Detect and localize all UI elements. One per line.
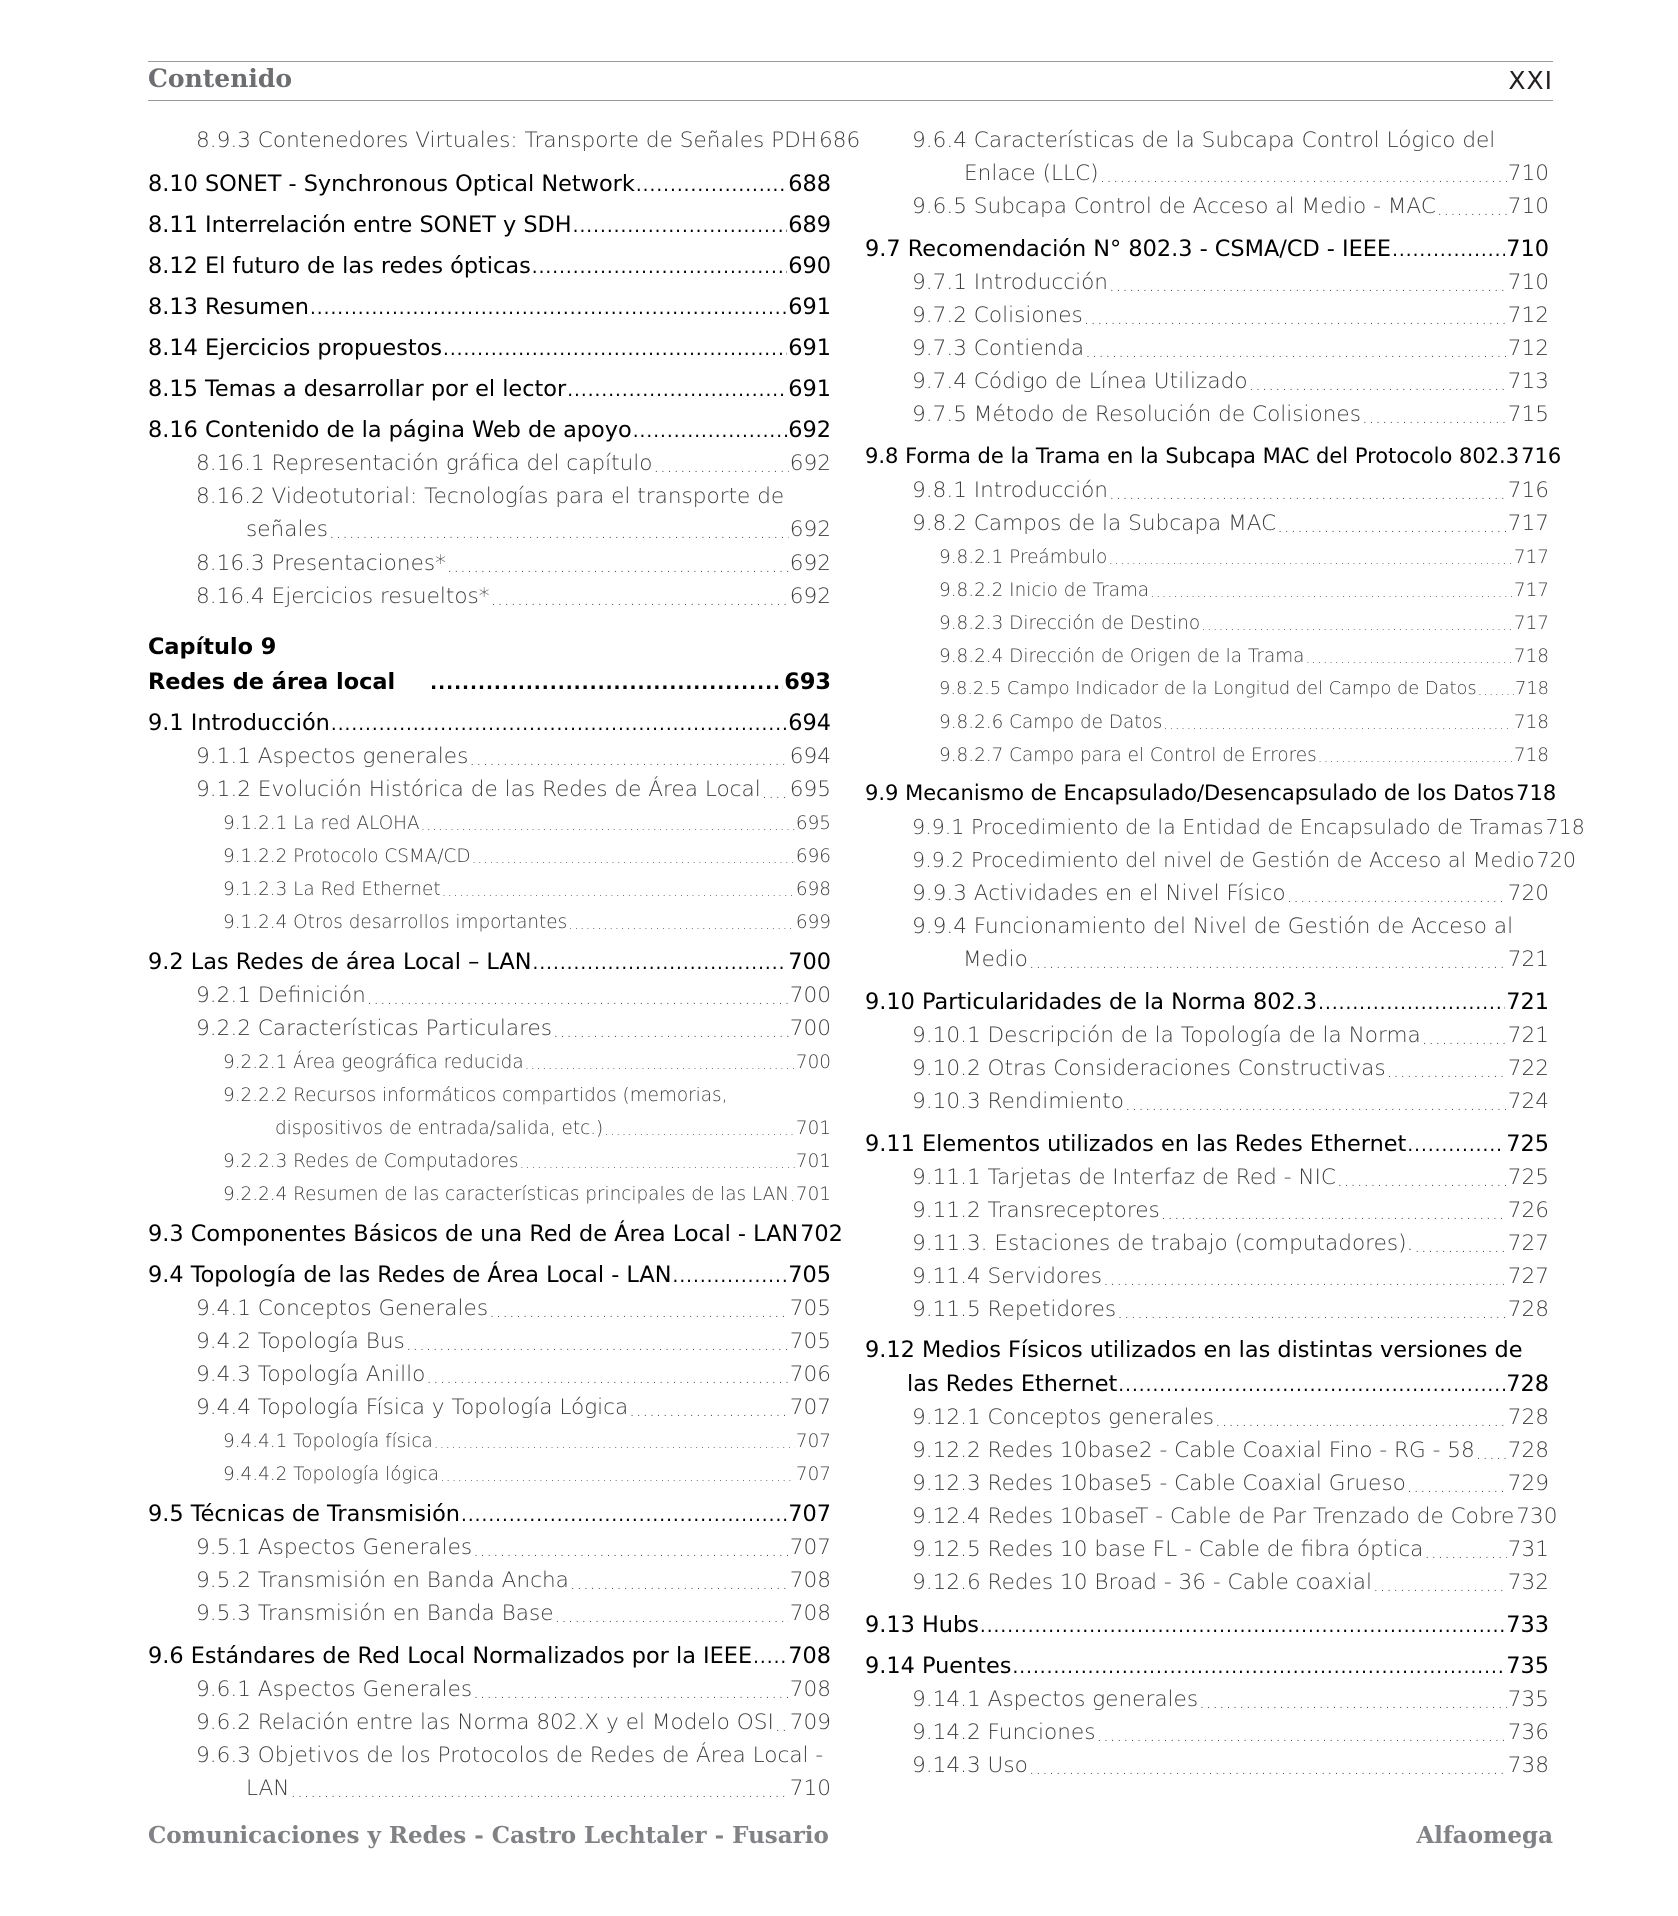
toc-entry: 9.11 Elementos utilizados en las Redes Ethernet ..... 725: [865, 1130, 1549, 1158]
toc-entry: 9.11.1 Tarjetas de Interfaz de Red - NIC ..... 725: [912, 1165, 1549, 1192]
header-top-rule: [148, 61, 1553, 62]
toc-entry: dispositivos de entrada/salida, etc.) ..... 701: [275, 1117, 831, 1140]
toc-entry: 9.4.4.1 Topología física ..... 707: [223, 1430, 831, 1453]
toc-entry: 9.5.2 Transmisión en Banda Ancha ..... 708: [196, 1568, 831, 1595]
toc-entry-first-line: 9.12 Medios Físicos utilizados en las distintas versiones de: [865, 1337, 1523, 1363]
toc-entry: 9.4.1 Conceptos Generales ..... 705: [196, 1296, 831, 1323]
toc-entry-first-line: 9.6.4 Características de la Subcapa Control Lógico del: [912, 128, 1496, 153]
toc-entry: 9.2.1 Definición ..... 700: [196, 983, 831, 1010]
toc-entry: Enlace (LLC) ..... 710: [964, 161, 1549, 188]
toc-entry: 9.8.2.7 Campo para el Control de Errores ..... 718: [939, 744, 1549, 767]
toc-entry: 8.16.4 Ejercicios resueltos* ..... 692: [196, 584, 831, 611]
toc-entry: 9.7.5 Método de Resolución de Colisiones ..... 715: [912, 402, 1549, 429]
toc-entry: 9.7.3 Contienda ..... 712: [912, 336, 1549, 363]
toc-entry: 9.1.2.4 Otros desarrollos importantes ..... 699: [223, 911, 831, 934]
toc-entry: 9.12.1 Conceptos generales ..... 728: [912, 1405, 1549, 1432]
toc-entry: 9.8.2.1 Preámbulo ..... 717: [939, 546, 1549, 569]
toc-entry-first-line: 9.6.3 Objetivos de los Protocolos de Redes de Área Local -: [196, 1743, 824, 1768]
toc-entry: 8.14 Ejercicios propuestos ..... 691: [148, 334, 831, 362]
toc-entry: 8.16.1 Representación gráfica del capítulo ..... 692: [196, 451, 831, 478]
toc-entry: 9.1.2.2 Protocolo CSMA/CD ..... 696: [223, 845, 831, 868]
toc-entry: 9.6 Estándares de Red Local Normalizados por la IEEE ..... 708: [148, 1642, 831, 1670]
toc-entry: 9.14 Puentes ..... 735: [865, 1652, 1549, 1680]
toc-entry: 9.6.5 Subcapa Control de Acceso al Medio - MAC ..... 710: [912, 194, 1549, 221]
toc-entry: 9.10.2 Otras Consideraciones Constructivas ..... 722: [912, 1056, 1549, 1083]
toc-entry: LAN ..... 710: [246, 1776, 831, 1803]
toc-entry: 8.10 SONET - Synchronous Optical Network ..... 688: [148, 170, 831, 198]
toc-entry: 8.13 Resumen ..... 691: [148, 293, 831, 321]
toc-entry: 9.8.2.6 Campo de Datos ..... 718: [939, 711, 1549, 734]
footer-book-title: Comunicaciones y Redes - Castro Lechtaler - Fusario: [148, 1822, 829, 1849]
toc-entry: 9.9.1 Procedimiento de la Entidad de Encapsulado de Tramas 718: [912, 815, 1585, 839]
toc-entry: 9.7.4 Código de Línea Utilizado ..... 713: [912, 369, 1549, 396]
toc-entry: 9.9 Mecanismo de Encapsulado/Desencapsulado de los Datos 718: [865, 781, 1557, 805]
toc-entry: 9.12.3 Redes 10base5 - Cable Coaxial Grueso ..... 729: [912, 1471, 1549, 1498]
toc-entry: 9.12.5 Redes 10 base FL - Cable de fibra óptica ..... 731: [912, 1537, 1549, 1564]
toc-entry: 9.8.2.5 Campo Indicador de la Longitud del Campo de Datos ..... 718: [939, 678, 1549, 700]
toc-entry: 9.9.2 Procedimiento del nivel de Gestión de Acceso al Medio 720: [912, 848, 1576, 872]
toc-entry: 9.2.2.4 Resumen de las características principales de las LAN ..... 701: [223, 1183, 831, 1206]
toc-entry: 8.9.3 Contenedores Virtuales: Transporte de Señales PDH 686: [196, 128, 861, 153]
footer-publisher: Alfaomega: [1416, 1822, 1553, 1849]
toc-entry: 9.4 Topología de las Redes de Área Local - LAN ..... 705: [148, 1261, 831, 1289]
toc-entry: 9.1.1 Aspectos generales ..... 694: [196, 744, 831, 771]
chapter-title-entry: Redes de área local ..... 693: [148, 668, 831, 696]
toc-entry: 9.8.2.3 Dirección de Destino ..... 717: [939, 612, 1549, 635]
toc-entry: 9.13 Hubs ..... 733: [865, 1611, 1549, 1639]
toc-entry: 9.4.4 Topología Física y Topología Lógica ..... 707: [196, 1395, 831, 1422]
toc-entry: 9.5.1 Aspectos Generales ..... 707: [196, 1535, 831, 1562]
toc-entry: 9.1.2 Evolución Histórica de las Redes de Área Local ..... 695: [196, 777, 831, 804]
toc-entry: 9.8.2 Campos de la Subcapa MAC ..... 717: [912, 511, 1549, 538]
toc-entry: 9.8 Forma de la Trama en la Subcapa MAC del Protocolo 802.3 716: [865, 444, 1562, 468]
toc-entry: 9.1 Introducción ..... 694: [148, 709, 831, 737]
toc-entry: 9.11.3. Estaciones de trabajo (computadores). ..... 727: [912, 1231, 1549, 1258]
toc-entry: 9.4.2 Topología Bus ..... 705: [196, 1329, 831, 1356]
toc-entry: 9.14.3 Uso ..... 738: [912, 1753, 1549, 1780]
toc-entry-first-line: 8.16.2 Videotutorial: Tecnologías para el transporte de: [196, 484, 785, 509]
header-bottom-rule: [148, 100, 1553, 101]
toc-entry: 9.11.2 Transreceptores ..... 726: [912, 1198, 1549, 1225]
toc-entry: 9.6.1 Aspectos Generales ..... 708: [196, 1677, 831, 1704]
toc-entry: 9.14.2 Funciones ..... 736: [912, 1720, 1549, 1747]
toc-entry: 9.10 Particularidades de la Norma 802.3 ..... 721: [865, 988, 1549, 1016]
toc-entry: 9.7 Recomendación N° 802.3 - CSMA/CD - IEEE ..... 710: [865, 235, 1549, 263]
toc-entry: 9.2.2 Características Particulares ..... 700: [196, 1016, 831, 1043]
toc-entry: 9.12.4 Redes 10baseT - Cable de Par Trenzado de Cobre 730: [912, 1504, 1558, 1529]
running-header-title: Contenido: [148, 64, 293, 93]
toc-entry: 8.16.3 Presentaciones* ..... 692: [196, 551, 831, 578]
toc-entry: 9.2 Las Redes de área Local – LAN ..... 700: [148, 948, 831, 976]
toc-entry: 9.1.2.1 La red ALOHA ..... 695: [223, 812, 831, 835]
toc-entry: Medio ..... 721: [963, 947, 1549, 974]
chapter-label: Capítulo 9: [148, 634, 277, 660]
toc-entry: 9.2.2.3 Redes de Computadores ..... 701: [223, 1150, 831, 1173]
toc-entry: 9.10.3 Rendimiento ..... 724: [912, 1089, 1549, 1116]
toc-entry: 9.3 Componentes Básicos de una Red de Área Local - LAN 702: [148, 1221, 843, 1247]
toc-entry: 9.1.2.3 La Red Ethernet ..... 698: [223, 878, 831, 901]
toc-entry: 9.5.3 Transmisión en Banda Base ..... 708: [196, 1601, 831, 1628]
toc-entry-first-line: 9.2.2.2 Recursos informáticos compartidos (memorias,: [223, 1085, 728, 1106]
toc-entry: 9.6.2 Relación entre las Norma 802.X y el Modelo OSI ..... 709: [196, 1710, 831, 1737]
toc-entry: 8.12 El futuro de las redes ópticas ..... 690: [148, 252, 831, 280]
toc-entry: 9.4.3 Topología Anillo ..... 706: [196, 1362, 831, 1389]
toc-entry: señales ..... 692: [246, 517, 831, 544]
toc-entry: 9.5 Técnicas de Transmisión ..... 707: [148, 1500, 831, 1528]
toc-entry: 9.8.2.4 Dirección de Origen de la Trama ..... 718: [939, 645, 1549, 668]
toc-entry: 8.15 Temas a desarrollar por el lector ..... 691: [148, 375, 831, 403]
toc-entry: 9.7.2 Colisiones ..... 712: [912, 303, 1549, 330]
toc-entry: 9.8.2.2 Inicio de Trama ..... 717: [939, 579, 1549, 602]
toc-entry: 9.8.1 Introducción ..... 716: [912, 478, 1549, 505]
toc-entry: 9.10.1 Descripción de la Topología de la Norma ..... 721: [912, 1023, 1549, 1050]
toc-entry: 9.12.6 Redes 10 Broad - 36 - Cable coaxial ..... 732: [912, 1570, 1549, 1597]
toc-entry: 9.11.4 Servidores ..... 727: [912, 1264, 1549, 1291]
toc-entry: las Redes Ethernet ..... 728: [907, 1370, 1549, 1398]
toc-entry: 9.14.1 Aspectos generales ..... 735: [912, 1687, 1549, 1714]
page-number: XXI: [1508, 66, 1553, 95]
toc-entry: 9.4.4.2 Topología lógica ..... 707: [223, 1463, 831, 1486]
toc-entry: 9.7.1 Introducción ..... 710: [912, 270, 1549, 297]
toc-entry: 8.11 Interrelación entre SONET y SDH ..... 689: [148, 211, 831, 239]
toc-entry-first-line: 9.9.4 Funcionamiento del Nivel de Gestión de Acceso al: [912, 914, 1514, 939]
toc-entry: 9.12.2 Redes 10base2 - Cable Coaxial Fino - RG - 58 ..... 728: [912, 1438, 1549, 1465]
toc-entry: 8.16 Contenido de la página Web de apoyo ..... 692: [148, 416, 831, 444]
toc-entry: 9.11.5 Repetidores ..... 728: [912, 1297, 1549, 1324]
toc-entry: 9.9.3 Actividades en el Nivel Físico ..... 720: [912, 881, 1549, 908]
toc-entry: 9.2.2.1 Área geográfica reducida ..... 700: [223, 1051, 831, 1074]
